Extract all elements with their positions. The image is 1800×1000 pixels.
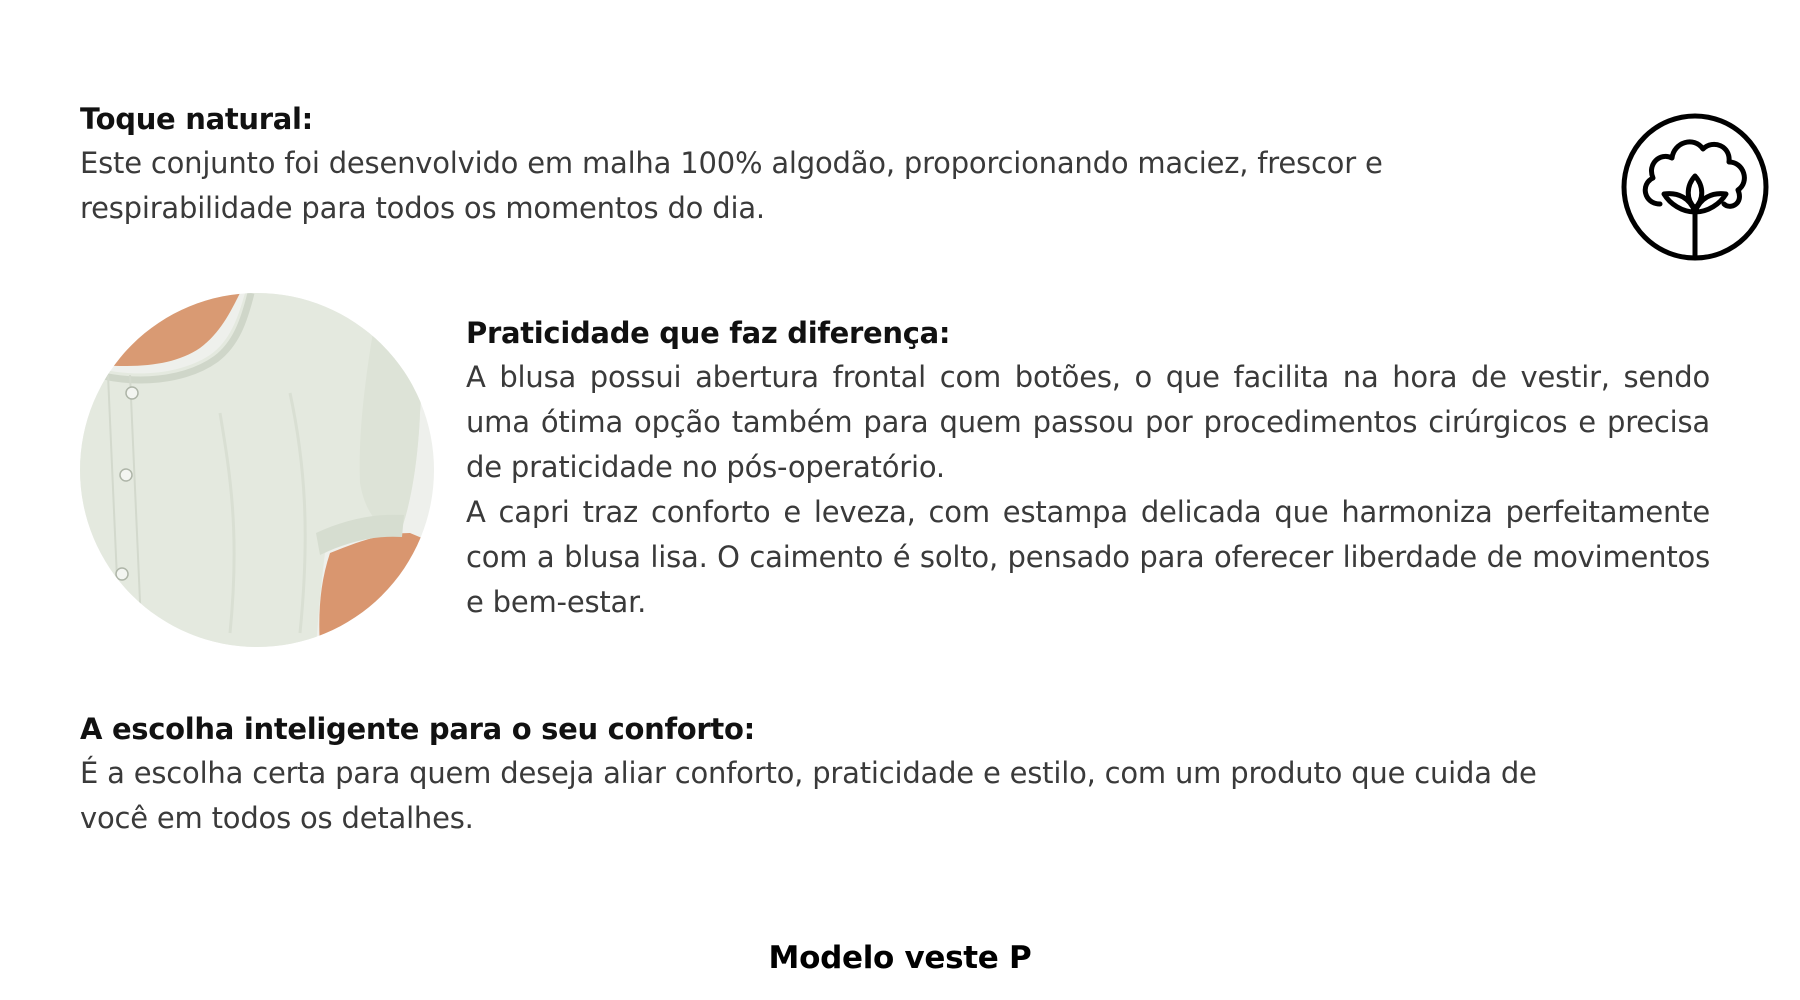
cotton-flower-icon — [1620, 112, 1770, 262]
section-text-practicality-blouse: A blusa possui abertura frontal com botões, o que facilita na hora de vestir, sendo uma ótima opção também para quem passou por procedimentos cirúrgicos e precisa de praticidade no pós-operatório. — [466, 360, 1710, 484]
section-title-smart-choice: A escolha inteligente para o seu conforto: — [80, 712, 755, 746]
model-size-note: Modelo veste P — [768, 940, 1032, 976]
section-text-natural-touch: Este conjunto foi desenvolvido em malha 100% algodão, proporcionando maciez, frescor e respirabilidade para todos os momentos do dia. — [80, 146, 1383, 225]
section-practicality — [466, 311, 1710, 625]
section-title-practicality: Praticidade que faz diferença: — [466, 316, 951, 350]
section-text-practicality-capri: A capri traz conforto e leveza, com estampa delicada que harmoniza perfeitamente com a blusa lisa. O caimento é solto, pensado para oferecer liberdade de movimentos e bem-estar. — [466, 495, 1710, 619]
product-photo — [80, 293, 434, 647]
section-smart-choice — [80, 707, 1580, 841]
section-title-natural-touch: Toque natural: — [80, 102, 313, 136]
section-text-smart-choice: É a escolha certa para quem deseja aliar conforto, praticidade e estilo, com um produto que cuida de você em todos os detalhes. — [80, 756, 1537, 835]
section-natural-touch — [80, 97, 1520, 231]
